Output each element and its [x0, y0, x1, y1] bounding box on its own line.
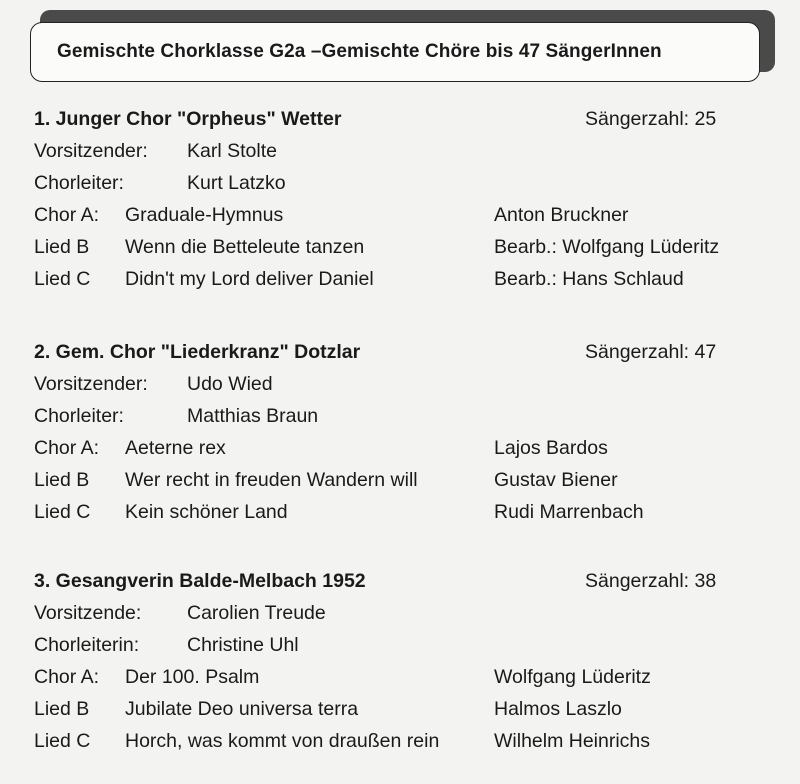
song-label: Lied B	[34, 236, 90, 258]
header-box	[30, 22, 760, 82]
song-composer: Lajos Bardos	[494, 437, 608, 459]
choir-name: 2. Gem. Chor "Liederkranz" Dotzlar	[34, 341, 361, 363]
director-name: Matthias Braun	[187, 405, 319, 427]
song-row	[0, 204, 800, 236]
song-title: Horch, was kommt von draußen rein	[125, 730, 440, 752]
song-composer: Bearb.: Hans Schlaud	[494, 268, 684, 290]
director-row	[0, 634, 800, 666]
director-name: Christine Uhl	[187, 634, 299, 656]
choir-name: 3. Gesangverin Balde-Melbach 1952	[34, 570, 366, 592]
director-label: Chorleiter:	[34, 405, 124, 427]
chair-name: Karl Stolte	[187, 140, 277, 162]
song-label: Chor A:	[34, 666, 100, 688]
chair-row	[0, 373, 800, 405]
song-composer: Wolfgang Lüderitz	[494, 666, 651, 688]
director-row	[0, 405, 800, 437]
song-composer: Gustav Biener	[494, 469, 618, 491]
song-composer: Wilhelm Heinrichs	[494, 730, 651, 752]
director-label: Chorleiter:	[34, 172, 124, 194]
choir-name: 1. Junger Chor "Orpheus" Wetter	[34, 108, 342, 130]
song-title: Didn't my Lord deliver Daniel	[125, 268, 374, 290]
song-label: Lied C	[34, 730, 91, 752]
choir-heading-row	[0, 108, 800, 140]
song-label: Chor A:	[34, 204, 100, 226]
director-name: Kurt Latzko	[187, 172, 286, 194]
song-title: Aeterne rex	[125, 437, 226, 459]
chair-name: Carolien Treude	[187, 602, 326, 624]
song-label: Lied C	[34, 268, 91, 290]
song-title: Wer recht in freuden Wandern will	[125, 469, 418, 491]
chair-row	[0, 602, 800, 634]
director-row	[0, 172, 800, 204]
song-label: Chor A:	[34, 437, 100, 459]
song-row	[0, 268, 800, 300]
chair-label: Vorsitzender:	[34, 140, 148, 162]
song-row	[0, 501, 800, 533]
singer-count: Sängerzahl: 38	[585, 570, 717, 592]
choir-heading-row	[0, 570, 800, 602]
song-label: Lied B	[34, 698, 90, 720]
song-label: Lied B	[34, 469, 90, 491]
song-row	[0, 666, 800, 698]
choir-heading-row	[0, 341, 800, 373]
chair-label: Vorsitzender:	[34, 373, 148, 395]
song-row	[0, 469, 800, 501]
song-title: Graduale-Hymnus	[125, 204, 284, 226]
singer-count: Sängerzahl: 47	[585, 341, 717, 363]
song-row	[0, 437, 800, 469]
page-title: Gemischte Chorklasse G2a –Gemischte Chöre bis 47 SängerInnen	[57, 41, 662, 62]
song-label: Lied C	[34, 501, 91, 523]
song-composer: Halmos Laszlo	[494, 698, 622, 720]
chair-label: Vorsitzende:	[34, 602, 142, 624]
song-title: Kein schöner Land	[125, 501, 288, 523]
singer-count: Sängerzahl: 25	[585, 108, 717, 130]
song-row	[0, 730, 800, 762]
director-label: Chorleiterin:	[34, 634, 140, 656]
song-row	[0, 236, 800, 268]
song-composer: Anton Bruckner	[494, 204, 629, 226]
song-title: Der 100. Psalm	[125, 666, 260, 688]
chair-row	[0, 140, 800, 172]
chair-name: Udo Wied	[187, 373, 273, 395]
song-row	[0, 698, 800, 730]
song-composer: Rudi Marrenbach	[494, 501, 644, 523]
song-title: Jubilate Deo universa terra	[125, 698, 359, 720]
song-composer: Bearb.: Wolfgang Lüderitz	[494, 236, 720, 258]
song-title: Wenn die Betteleute tanzen	[125, 236, 365, 258]
